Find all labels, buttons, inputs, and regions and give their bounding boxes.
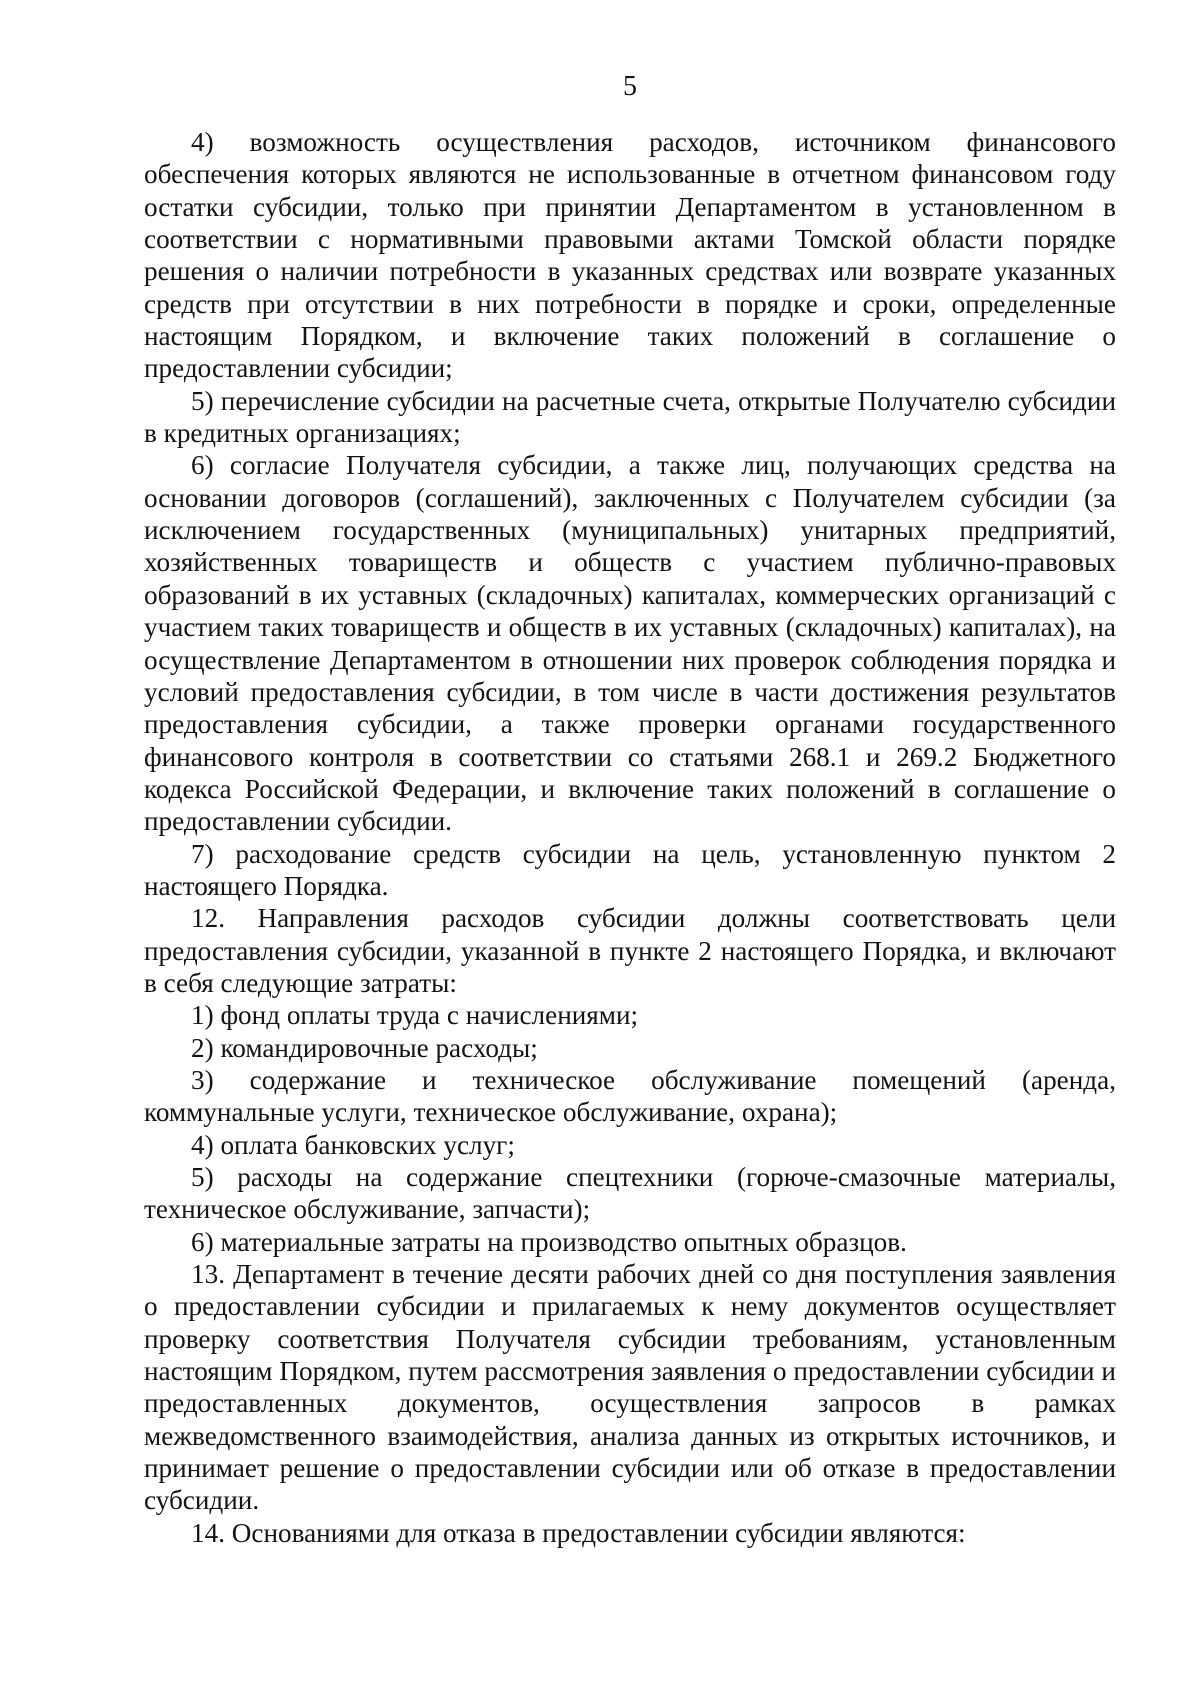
paragraph-item-7-spending-purpose: 7) расходование средств субсидии на цель, установленную пунктом 2 настоящего Порядка. <box>144 838 1116 901</box>
list-item-special-equipment: 5) расходы на содержание спецтехники (горюче-смазочные материалы, техническое обслуживание, запчасти); <box>144 1162 1116 1225</box>
paragraph-item-4-carryover-funds: 4) возможность осуществления расходов, источником финансового обеспечения которых являются не использованные в отчетном финансовом году остатки субсидии, только при принятии Департаментом в установленном в соответствии с нормативными правовыми актами Томской области порядке решения о наличии потребности в указанных средствах или возврате указанных средств при отсутствии в них потребности в порядке и сроки, определенные настоящим Порядком, и включение таких положений в соглашение о предоставлении субсидии; <box>144 127 1116 384</box>
paragraph-clause-14: 14. Основаниями для отказа в предоставлении субсидии являются: <box>191 1517 966 1548</box>
list-item-travel-expenses: 2) командировочные расходы; <box>191 1032 538 1063</box>
document-body <box>144 126 1116 1549</box>
list-item-prototype-materials: 6) материальные затраты на производство опытных образцов. <box>191 1226 907 1257</box>
list-item-premises-maintenance: 3) содержание и техническое обслуживание помещений (аренда, коммунальные услуги, техническое обслуживание, охрана); <box>144 1064 1116 1128</box>
paragraph-clause-12: 12. Направления расходов субсидии должны соответствовать цели предоставления субсидии, указанной в пункте 2 настоящего Порядка, и включают в себя следующие затраты: <box>144 903 1116 998</box>
paragraph-item-5-bank-transfer: 5) перечисление субсидии на расчетные счета, открытые Получателю субсидии в кредитных организациях; <box>144 385 1116 449</box>
page-number: 5 <box>623 71 637 102</box>
list-item-bank-services: 4) оплата банковских услуг; <box>191 1129 515 1160</box>
paragraph-clause-13: 13. Департамент в течение десяти рабочих дней со дня поступления заявления о предоставлении субсидии и прилагаемых к нему документов осуществляет проверку соответствия Получателя субсидии требованиям, установленным настоящим Порядком, путем рассмотрения заявления о предоставлении субсидии и предоставленных документов, осуществления запросов в рамках межведомственного взаимодействия, анализа данных из открытых источников, и принимает решение о предоставлении субсидии или об отказе в предоставлении субсидии. <box>144 1259 1116 1516</box>
paragraph-item-6-consent-inspections: 6) согласие Получателя субсидии, а также лиц, получающих средства на основании договоров (соглашений), заключенных с Получателем субсидии (за исключением государственных (муниципальных) унитарных предприятий, хозяйственных товариществ и обществ с участием публично-правовых образований в их уставных (складочных) капиталах, коммерческих организаций с участием таких товариществ и обществ в их уставных (складочных) капиталах), на осуществление Департаментом в отношении них проверок соблюдения порядка и условий предоставления субсидии, в том числе в части достижения результатов предоставления субсидии, а также проверки органами государственного финансового контроля в соответствии со статьями 268.1 и 269.2 Бюджетного кодекса Российской Федерации, и включение таких положений в соглашение о предоставлении субсидии. <box>144 450 1116 837</box>
list-item-payroll: 1) фонд оплаты труда с начислениями; <box>191 1000 639 1031</box>
